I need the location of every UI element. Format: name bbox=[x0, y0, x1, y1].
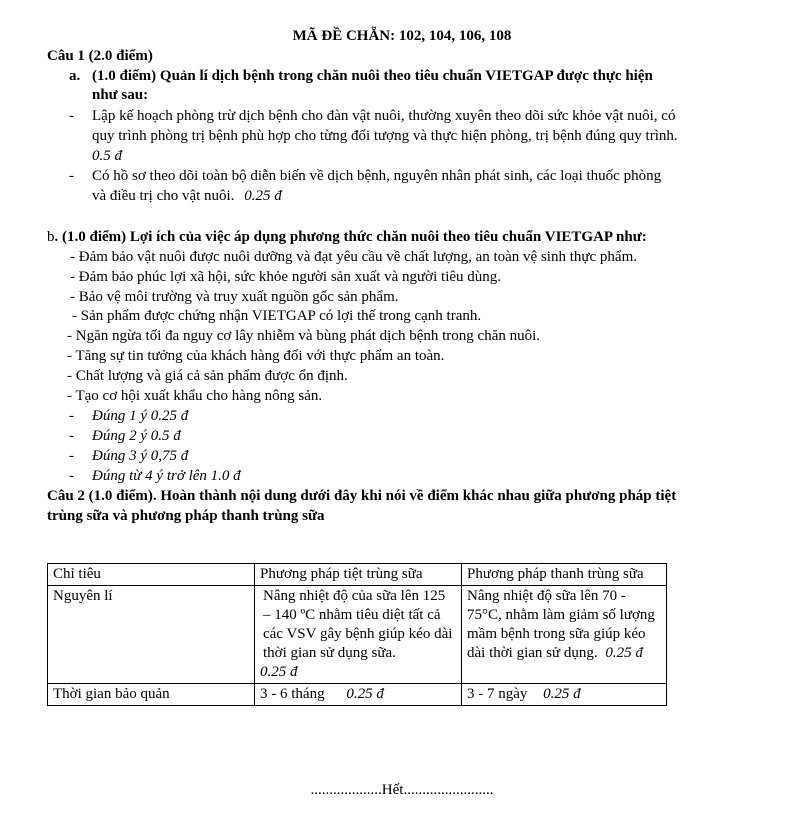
table-cell bbox=[462, 684, 667, 706]
q1b-item: - Đảm bảo phúc lợi xã hội, sức khỏe người sản xuất và người tiêu dùng. bbox=[70, 269, 502, 285]
cell-text: Nâng nhiệt độ sữa lên 70 - 75°C, nhằm làm giảm số lượng mầm bệnh trong sữa giúp kéo dài thời gian sử dụng. bbox=[467, 588, 655, 661]
q1a-bullet2-line2 bbox=[92, 187, 282, 206]
q1-heading: Câu 1 (2.0 điểm) bbox=[47, 48, 153, 64]
q1b-item: - Tạo cơ hội xuất khẩu cho hàng nông sản. bbox=[67, 388, 323, 404]
cell-score: 0.25 đ bbox=[346, 686, 384, 702]
q1b-scoring: Đúng 1 ý 0.25 đ bbox=[92, 408, 189, 424]
q2-heading-line2: trùng sữa và phương pháp thanh trùng sữa bbox=[47, 508, 325, 524]
q1a-bullet2-text: và điều trị cho vật nuôi. bbox=[92, 188, 235, 204]
cell-score: 0.25 đ bbox=[543, 686, 581, 702]
table-cell-label: Thời gian bảo quản bbox=[48, 684, 255, 706]
page-title: MÃ ĐỀ CHẴN: 102, 104, 106, 108 bbox=[292, 28, 512, 44]
q1b-label: b bbox=[47, 229, 55, 245]
q1b-item: - Ngăn ngừa tối đa nguy cơ lây nhiễm và bùng phát dịch bệnh trong chăn nuôi. bbox=[67, 328, 541, 344]
q1a-text-line2: như sau: bbox=[92, 87, 149, 103]
q1b-heading-row bbox=[47, 228, 647, 247]
q1a-bullet1-line1: Lập kế hoạch phòng trừ dịch bệnh cho đàn vật nuôi, thường xuyên theo dõi sức khỏe vật nuôi, có bbox=[92, 108, 676, 124]
table-header-cell: Chỉ tiêu bbox=[48, 564, 255, 586]
q1b-item: - Bảo vệ môi trường và truy xuất nguồn gốc sản phẩm. bbox=[70, 289, 399, 305]
q1b-scoring: Đúng 3 ý 0,75 đ bbox=[92, 448, 189, 464]
cell-text: Nâng nhiệt độ của sữa lên 125 – 140 ºC nhằm tiêu diệt tất cả các VSV gây bệnh giúp kéo dài thời gian sử dụng sữa. bbox=[263, 588, 453, 661]
q1a-bullet1-score: 0.5 đ bbox=[92, 148, 122, 164]
q1a-bullet2-line1: Có hồ sơ theo dõi toàn bộ diễn biến về dịch bệnh, nguyên nhân phát sinh, các loại thuốc phòng bbox=[92, 168, 662, 184]
table-row bbox=[48, 684, 667, 706]
q1a-bullet2-score: 0.25 đ bbox=[244, 188, 282, 204]
q1a-text-line1: (1.0 điểm) Quản lí dịch bệnh trong chăn nuôi theo tiêu chuẩn VIETGAP được thực hiện bbox=[92, 68, 653, 84]
table-row bbox=[48, 586, 667, 684]
bullet-dash: - bbox=[69, 168, 74, 184]
q1a-bullet1-line2: quy trình phòng trị bệnh phù hợp cho từng đối tượng và thực hiện phòng, trị bệnh đúng quy trình. bbox=[92, 128, 678, 144]
q1b-item: - Đảm bảo vật nuôi được nuôi dưỡng và đạt yêu cầu về chất lượng, an toàn vệ sinh thực phẩm. bbox=[70, 249, 638, 265]
q1a-label: a. bbox=[69, 68, 81, 84]
q1b-scoring: Đúng từ 4 ý trở lên 1.0 đ bbox=[92, 468, 241, 484]
table-cell bbox=[255, 684, 462, 706]
table-cell-label: Nguyên lí bbox=[48, 586, 255, 684]
table-header-cell: Phương pháp tiệt trùng sữa bbox=[255, 564, 462, 586]
q2-heading-line1: Câu 2 (1.0 điểm). Hoàn thành nội dung dưới đây khi nói về điểm khác nhau giữa phương pháp tiệt bbox=[47, 488, 677, 504]
footer-end-mark: ...................Hết........................ bbox=[310, 782, 494, 798]
cell-text: 3 - 6 tháng bbox=[260, 686, 325, 702]
q1b-item: - Chất lượng và giá cả sản phẩm được ổn định. bbox=[67, 368, 348, 384]
q1b-scoring: Đúng 2 ý 0.5 đ bbox=[92, 428, 181, 444]
q1b-item: - Tăng sự tin tưởng của khách hàng đối với thực phẩm an toàn. bbox=[67, 348, 445, 364]
bullet-dash: - bbox=[69, 448, 74, 464]
cell-text: 3 - 7 ngày bbox=[467, 686, 528, 702]
table-cell bbox=[462, 586, 667, 684]
bullet-dash: - bbox=[69, 468, 74, 484]
cell-score: 0.25 đ bbox=[605, 645, 643, 661]
cell-score: 0.25 đ bbox=[260, 664, 298, 680]
bullet-dash: - bbox=[69, 428, 74, 444]
table-header-cell: Phương pháp thanh trùng sữa bbox=[462, 564, 667, 586]
table-header-row bbox=[48, 564, 667, 586]
q1b-heading: . (1.0 điểm) Lợi ích của việc áp dụng phương thức chăn nuôi theo tiêu chuẩn VIETGAP như: bbox=[54, 229, 647, 245]
comparison-table bbox=[47, 563, 667, 706]
bullet-dash: - bbox=[69, 408, 74, 424]
bullet-dash: - bbox=[69, 108, 74, 124]
q1b-item: - Sản phẩm được chứng nhận VIETGAP có lợi thế trong cạnh tranh. bbox=[72, 308, 482, 324]
table-cell bbox=[255, 586, 462, 684]
